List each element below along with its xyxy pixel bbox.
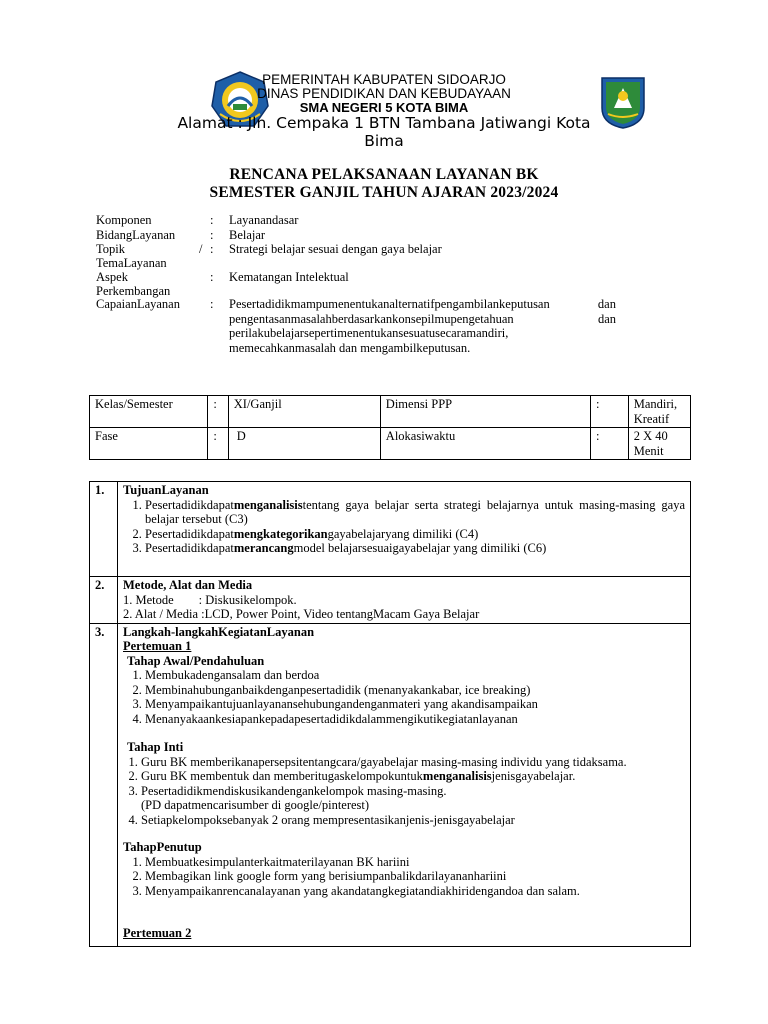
colon: : [210, 213, 214, 227]
topik-label-2: TemaLayanan [96, 256, 167, 270]
colon: : [210, 297, 214, 311]
tahap-inti-title: Tahap Inti [127, 740, 184, 754]
info-bidang [96, 228, 626, 243]
list-item: 3. Menyampaikantujuanlayanansehubungandenganmateri yang akandisampaikan [145, 697, 685, 712]
header-school-name: SMA NEGERI 5 KOTA BIMA [299, 100, 469, 115]
colon: : [210, 242, 214, 256]
tujuan-list [123, 498, 685, 556]
content-table [89, 481, 691, 947]
info-komponen [96, 213, 626, 228]
colon: : [208, 428, 228, 460]
awal-list [123, 668, 685, 726]
colon: : [210, 270, 214, 284]
capaian-label: CapaianLayanan [96, 297, 180, 311]
list-item: 3. Pesertadidikmendiskusikandengankelompok masing-masing. (PD dapatmencarisumber di google/pinterest) [141, 784, 685, 813]
header-address-line-2: Bima [364, 132, 404, 150]
document-title-line-1: RENCANA PELAKSANAAN LAYANAN BK [229, 166, 539, 183]
section-tujuan [118, 482, 691, 577]
list-item: 1. Pesertadidikdapatmenganalisistentang gaya belajar serta strategi belajarnya untuk masing-masing gaya belajar tersebut (C3) [145, 498, 685, 527]
section-langkah [118, 623, 691, 946]
header-line-2: DINAS PENDIDIKAN DAN KEBUDAYAAN [257, 86, 511, 101]
fase-label: Fase [90, 428, 208, 460]
section-metode [118, 577, 691, 624]
pertemuan-1-label: Pertemuan 1 [123, 639, 192, 653]
section-title: TujuanLayanan [123, 483, 209, 497]
section-number: 3. [90, 623, 118, 946]
komponen-label: Komponen [96, 213, 152, 227]
kelas-value: XI/Ganjil [228, 396, 380, 428]
metode-line: 1. Metode : Diskusikelompok. [123, 592, 297, 607]
bidang-label: BidangLayanan [96, 228, 176, 242]
info-capaian [96, 297, 626, 359]
capaian-value: Pesertadidikmampumenentukanalternatifpengambilankeputusan dan pengentasanmasalahberdasarkankonsepilmupengetahuan dan perilakubelajarsepertimenentukansesuatusecaramandiri, memecahkanmasalah dan mengambilkeputusan. [229, 297, 616, 355]
topik-value: Strategi belajar sesuai dengan gaya belajar [229, 242, 442, 256]
colon: : [210, 228, 214, 242]
media-line: 2. Alat / Media :LCD, Power Point, Video tentangMacam Gaya Belajar [123, 607, 480, 621]
list-item: 2. Pesertadidikdapatmengkategorikangayabelajaryang dimiliki (C4) [145, 527, 685, 542]
colon: : [590, 396, 628, 428]
section-title: Metode, Alat dan Media [123, 578, 253, 592]
section-number: 1. [90, 482, 118, 577]
bidang-value: Belajar [229, 228, 266, 242]
kelas-table [89, 395, 691, 460]
section-title: Langkah-langkahKegiatanLayanan [123, 624, 315, 639]
alokasi-value: 2 X 40 Menit [628, 428, 690, 460]
list-item: 3. Pesertadidikdapatmerancangmodel belajarsesuaigayabelajar yang dimiliki (C6) [145, 541, 685, 556]
penutup-list [123, 855, 685, 899]
list-item: 2. Membagikan link google form yang berisiumpanbalikdarilayananhariini [145, 869, 685, 884]
table-row [90, 623, 691, 946]
list-item: 2. Membinahubunganbaikdenganpesertadidik (menanyakankabar, ice breaking) [145, 683, 685, 698]
table-row [90, 396, 691, 428]
section-number: 2. [90, 577, 118, 624]
document-title-line-2: SEMESTER GANJIL TAHUN AJARAN 2023/2024 [209, 184, 559, 201]
list-item: 2. Guru BK membentuk dan memberitugaskelompokuntukmenganalisisjenisgayabelajar. [141, 769, 685, 784]
colon: : [590, 428, 628, 460]
info-topik [96, 242, 626, 272]
alokasi-label: Alokasiwaktu [380, 428, 590, 460]
aspek-label: Aspek [96, 270, 128, 284]
inti-list [123, 755, 685, 828]
kelas-label: Kelas/Semester [90, 396, 208, 428]
topik-label-slash: / [199, 242, 203, 256]
dimensi-value: Mandiri, Kreatif [628, 396, 690, 428]
tahap-awal-title: Tahap Awal/Pendahuluan [127, 653, 265, 668]
list-item: 4. Setiapkelompoksebanyak 2 orang mempresentasikanjenis-jenisgayabelajar [141, 813, 685, 828]
colon: : [208, 396, 228, 428]
list-item: 1. Guru BK memberikanapersepsitentangcara/gayabelajar masing-masing individu yang tidaksama. [141, 755, 685, 770]
header-address-line-1: Alamat : Jln. Cempaka 1 BTN Tambana Jatiwangi Kota [177, 114, 591, 132]
fase-value [228, 428, 380, 460]
komponen-value: Layanandasar [229, 213, 299, 227]
tahap-penutup-title: TahapPenutup [123, 840, 202, 854]
list-item: 4. Menanyakaankesiapankepadapesertadidikdalammengikutikegiatanlayanan [145, 712, 685, 727]
list-item: 3. Menyampaikanrencanalayanan yang akandatangkegiatandiakhiridengandoa dan salam. [145, 884, 685, 899]
header-line-1: PEMERINTAH KABUPATEN SIDOARJO [262, 72, 506, 87]
pertemuan-2-label: Pertemuan 2 [123, 926, 192, 940]
table-row [90, 482, 691, 577]
aspek-label-2: Perkembangan [96, 284, 171, 298]
info-aspek [96, 270, 626, 300]
dimensi-label: Dimensi PPP [380, 396, 590, 428]
table-row [90, 577, 691, 624]
list-item: 1. Membukadengansalam dan berdoa [145, 668, 685, 683]
fase-value-text: D [236, 429, 246, 443]
aspek-value: Kematangan Intelektual [229, 270, 349, 284]
list-item: 1. Membuatkesimpulanterkaitmaterilayanan BK hariini [145, 855, 685, 870]
topik-label: Topik [96, 242, 125, 256]
table-row [90, 428, 691, 460]
